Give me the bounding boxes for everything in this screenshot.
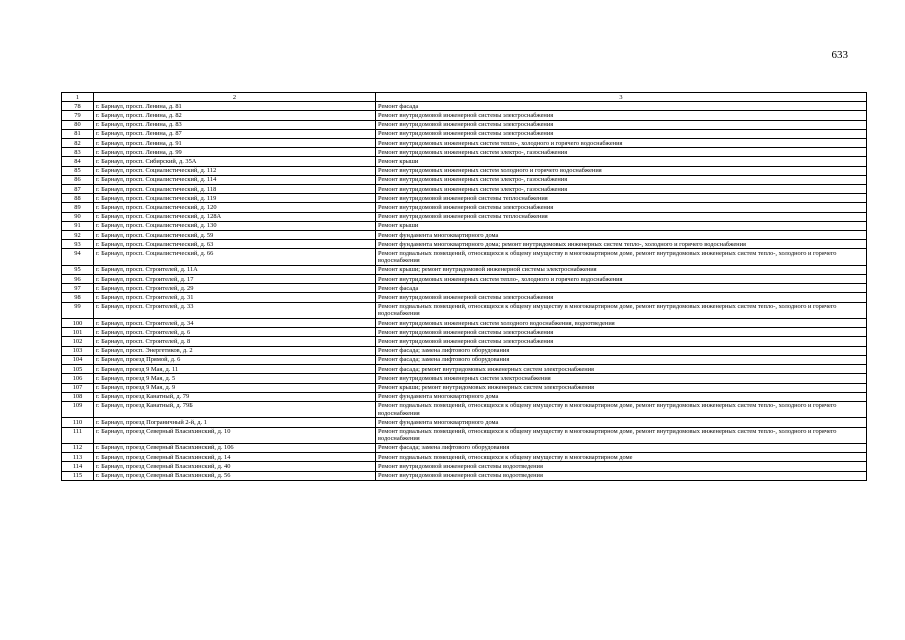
row-number-cell: 91	[62, 221, 94, 230]
row-number-cell: 82	[62, 139, 94, 148]
address-cell: г. Барнаул, просп. Строителей, д. 17	[94, 275, 376, 284]
address-cell: г. Барнаул, просп. Ленина, д. 99	[94, 148, 376, 157]
table-row	[62, 337, 867, 346]
row-number-cell: 87	[62, 185, 94, 194]
table-row	[62, 129, 867, 138]
work-type-cell: Ремонт подвальных помещений, относящихся к общему имуществу в многоквартирном доме, ремонт внутридомовых инженерных систем тепло-, холодного и горячего водоснабжения	[376, 401, 867, 417]
address-cell: г. Барнаул, просп. Социалистический, д. 120	[94, 203, 376, 212]
table-row	[62, 111, 867, 120]
table-row	[62, 443, 867, 452]
row-number-cell: 94	[62, 249, 94, 265]
address-cell: г. Барнаул, проезд 9 Мая, д. 11	[94, 365, 376, 374]
address-cell: г. Барнаул, просп. Ленина, д. 87	[94, 129, 376, 138]
work-type-cell: Ремонт внутридомовых инженерных систем электро-, газоснабжения	[376, 175, 867, 184]
row-number-cell: 102	[62, 337, 94, 346]
work-type-cell: Ремонт внутридомовых инженерных систем электро-, газоснабжения	[376, 148, 867, 157]
address-cell: г. Барнаул, просп. Ленина, д. 91	[94, 139, 376, 148]
row-number-cell: 105	[62, 365, 94, 374]
address-cell: г. Барнаул, просп. Социалистический, д. 112	[94, 166, 376, 175]
address-cell: г. Барнаул, проезд 9 Мая, д. 5	[94, 374, 376, 383]
row-number-cell: 96	[62, 275, 94, 284]
row-number-cell: 89	[62, 203, 94, 212]
address-cell: г. Барнаул, просп. Строителей, д. 31	[94, 293, 376, 302]
row-number-cell: 112	[62, 443, 94, 452]
address-cell: г. Барнаул, просп. Социалистический, д. 130	[94, 221, 376, 230]
work-type-cell: Ремонт внутридомовой инженерной системы водоотведения	[376, 462, 867, 471]
table-row	[62, 249, 867, 265]
address-cell: г. Барнаул, просп. Социалистический, д. 128А	[94, 212, 376, 221]
address-cell: г. Барнаул, просп. Социалистический, д. 66	[94, 249, 376, 265]
row-number-cell: 104	[62, 355, 94, 364]
table-row	[62, 275, 867, 284]
table-body	[62, 102, 867, 481]
column-header-address: 2	[94, 93, 376, 102]
table-row	[62, 471, 867, 480]
work-type-cell: Ремонт фасада; замена лифтового оборудования	[376, 355, 867, 364]
work-type-cell: Ремонт внутридомовой инженерной системы электроснабжения	[376, 111, 867, 120]
work-type-cell: Ремонт внутридомовых инженерных систем холодного и горячего водоснабжения	[376, 166, 867, 175]
table-row	[62, 462, 867, 471]
table-row	[62, 401, 867, 417]
work-type-cell: Ремонт крыши	[376, 221, 867, 230]
work-type-cell: Ремонт фасада; замена лифтового оборудования	[376, 346, 867, 355]
address-cell: г. Барнаул, просп. Строителей, д. 8	[94, 337, 376, 346]
table-row	[62, 175, 867, 184]
row-number-cell: 79	[62, 111, 94, 120]
address-cell: г. Барнаул, просп. Социалистический, д. 59	[94, 231, 376, 240]
repair-registry-table	[61, 92, 867, 481]
row-number-cell: 97	[62, 284, 94, 293]
address-cell: г. Барнаул, просп. Социалистический, д. 63	[94, 240, 376, 249]
address-cell: г. Барнаул, просп. Строителей, д. 34	[94, 319, 376, 328]
table-row	[62, 148, 867, 157]
address-cell: г. Барнаул, проезд Канатный, д. 79Б	[94, 401, 376, 417]
row-number-cell: 83	[62, 148, 94, 157]
address-cell: г. Барнаул, проезд Северный Власихинский, д. 14	[94, 453, 376, 462]
row-number-cell: 80	[62, 120, 94, 129]
work-type-cell: Ремонт внутридомовой инженерной системы электроснабжения	[376, 293, 867, 302]
address-cell: г. Барнаул, просп. Социалистический, д. 114	[94, 175, 376, 184]
table-row	[62, 185, 867, 194]
work-type-cell: Ремонт внутридомовых инженерных систем электро-, газоснабжения	[376, 185, 867, 194]
row-number-cell: 99	[62, 302, 94, 318]
table-row	[62, 418, 867, 427]
work-type-cell: Ремонт внутридомовой инженерной системы теплоснабжения	[376, 212, 867, 221]
table-row	[62, 374, 867, 383]
address-cell: г. Барнаул, просп. Строителей, д. 33	[94, 302, 376, 318]
work-type-cell: Ремонт внутридомовых инженерных систем холодного водоснабжения, водоотведения	[376, 319, 867, 328]
table-row	[62, 212, 867, 221]
address-cell: г. Барнаул, просп. Социалистический, д. 119	[94, 194, 376, 203]
row-number-cell: 107	[62, 383, 94, 392]
work-type-cell: Ремонт внутридомовых инженерных систем тепло-, холодного и горячего водоснабжения	[376, 139, 867, 148]
address-cell: г. Барнаул, проезд 9 Мая, д. 9	[94, 383, 376, 392]
table-row	[62, 427, 867, 443]
row-number-cell: 78	[62, 102, 94, 111]
table-header-row	[62, 93, 867, 102]
work-type-cell: Ремонт фасада; ремонт внутридомовых инженерных систем электроснабжения	[376, 365, 867, 374]
work-type-cell: Ремонт внутридомовых инженерных систем электроснабжения	[376, 374, 867, 383]
row-number-cell: 90	[62, 212, 94, 221]
row-number-cell: 106	[62, 374, 94, 383]
table-row	[62, 328, 867, 337]
address-cell: г. Барнаул, просп. Ленина, д. 81	[94, 102, 376, 111]
work-type-cell: Ремонт подвальных помещений, относящихся к общему имуществу в многоквартирном доме, ремонт внутридомовых инженерных систем тепло-, холодного и горячего водоснабжения	[376, 249, 867, 265]
row-number-cell: 113	[62, 453, 94, 462]
work-type-cell: Ремонт внутридомовых инженерных систем тепло-, холодного и горячего водоснабжения	[376, 275, 867, 284]
address-cell: г. Барнаул, проезд Северный Власихинский, д. 56	[94, 471, 376, 480]
table-row	[62, 203, 867, 212]
table-row	[62, 355, 867, 364]
row-number-cell: 114	[62, 462, 94, 471]
table-row	[62, 383, 867, 392]
table-row	[62, 284, 867, 293]
work-type-cell: Ремонт крыши	[376, 157, 867, 166]
table-row	[62, 319, 867, 328]
address-cell: г. Барнаул, просп. Строителей, д. 11А	[94, 265, 376, 274]
work-type-cell: Ремонт внутридомовой инженерной системы электроснабжения	[376, 337, 867, 346]
work-type-cell: Ремонт фундамента многоквартирного дома	[376, 231, 867, 240]
work-type-cell: Ремонт внутридомовой инженерной системы электроснабжения	[376, 129, 867, 138]
address-cell: г. Барнаул, проезд Северный Власихинский, д. 106	[94, 443, 376, 452]
address-cell: г. Барнаул, проезд Канатный, д. 79	[94, 392, 376, 401]
address-cell: г. Барнаул, просп. Ленина, д. 82	[94, 111, 376, 120]
table-row	[62, 231, 867, 240]
row-number-cell: 101	[62, 328, 94, 337]
address-cell: г. Барнаул, просп. Социалистический, д. 118	[94, 185, 376, 194]
column-header-work: 3	[376, 93, 867, 102]
row-number-cell: 95	[62, 265, 94, 274]
work-type-cell: Ремонт подвальных помещений, относящихся к общему имуществу в многоквартирном доме, ремонт внутридомовых инженерных систем тепло-, холодного и горячего водоснабжения	[376, 427, 867, 443]
work-type-cell: Ремонт фасада	[376, 284, 867, 293]
row-number-cell: 98	[62, 293, 94, 302]
table-row	[62, 365, 867, 374]
row-number-cell: 81	[62, 129, 94, 138]
work-type-cell: Ремонт крыши; ремонт внутридомовых инженерных систем электроснабжения	[376, 383, 867, 392]
work-type-cell: Ремонт внутридомовой инженерной системы электроснабжения	[376, 120, 867, 129]
work-type-cell: Ремонт фасада	[376, 102, 867, 111]
table-row	[62, 157, 867, 166]
row-number-cell: 100	[62, 319, 94, 328]
table-row	[62, 166, 867, 175]
row-number-cell: 115	[62, 471, 94, 480]
table-row	[62, 392, 867, 401]
work-type-cell: Ремонт крыши; ремонт внутридомовой инженерной системы электроснабжения	[376, 265, 867, 274]
address-cell: г. Барнаул, просп. Ленина, д. 83	[94, 120, 376, 129]
work-type-cell: Ремонт фасада; замена лифтового оборудования	[376, 443, 867, 452]
row-number-cell: 88	[62, 194, 94, 203]
row-number-cell: 111	[62, 427, 94, 443]
address-cell: г. Барнаул, проезд Северный Власихинский, д. 10	[94, 427, 376, 443]
table-row	[62, 221, 867, 230]
work-type-cell: Ремонт внутридомовой инженерной системы электроснабжения	[376, 328, 867, 337]
work-type-cell: Ремонт внутридомовой инженерной системы теплоснабжения	[376, 194, 867, 203]
table-row	[62, 139, 867, 148]
work-type-cell: Ремонт внутридомовой инженерной системы электроснабжения	[376, 203, 867, 212]
row-number-cell: 86	[62, 175, 94, 184]
work-type-cell: Ремонт фундамента многоквартирного дома; ремонт внутридомовых инженерных систем тепло-, холодного и горячего водоснабжения	[376, 240, 867, 249]
table-row	[62, 346, 867, 355]
table-row	[62, 102, 867, 111]
address-cell: г. Барнаул, проезд Пограничный 2-й, д. 1	[94, 418, 376, 427]
address-cell: г. Барнаул, просп. Энергетиков, д. 2	[94, 346, 376, 355]
table-row	[62, 293, 867, 302]
row-number-cell: 85	[62, 166, 94, 175]
table-row	[62, 240, 867, 249]
row-number-cell: 92	[62, 231, 94, 240]
address-cell: г. Барнаул, проезд Прямой, д. 6	[94, 355, 376, 364]
table-row	[62, 194, 867, 203]
table-row	[62, 302, 867, 318]
work-type-cell: Ремонт фундамента многоквартирного дома	[376, 418, 867, 427]
work-type-cell: Ремонт подвальных помещений, относящихся к общему имуществу в многоквартирном доме, ремонт внутридомовых инженерных систем тепло-, холодного и горячего водоснабжения	[376, 302, 867, 318]
row-number-cell: 110	[62, 418, 94, 427]
row-number-cell: 108	[62, 392, 94, 401]
address-cell: г. Барнаул, просп. Строителей, д. 29	[94, 284, 376, 293]
row-number-cell: 103	[62, 346, 94, 355]
table-row	[62, 120, 867, 129]
row-number-cell: 109	[62, 401, 94, 417]
work-type-cell: Ремонт фундамента многоквартирного дома	[376, 392, 867, 401]
table-row	[62, 265, 867, 274]
address-cell: г. Барнаул, просп. Сибирский, д. 35А	[94, 157, 376, 166]
address-cell: г. Барнаул, просп. Строителей, д. 6	[94, 328, 376, 337]
row-number-cell: 93	[62, 240, 94, 249]
table-row	[62, 453, 867, 462]
work-type-cell: Ремонт подвальных помещений, относящихся к общему имуществу в многоквартирном доме	[376, 453, 867, 462]
work-type-cell: Ремонт внутридомовой инженерной системы водоотведения	[376, 471, 867, 480]
page-number: 633	[831, 49, 848, 61]
address-cell: г. Барнаул, проезд Северный Власихинский, д. 40	[94, 462, 376, 471]
row-number-cell: 84	[62, 157, 94, 166]
column-header-number: 1	[62, 93, 94, 102]
